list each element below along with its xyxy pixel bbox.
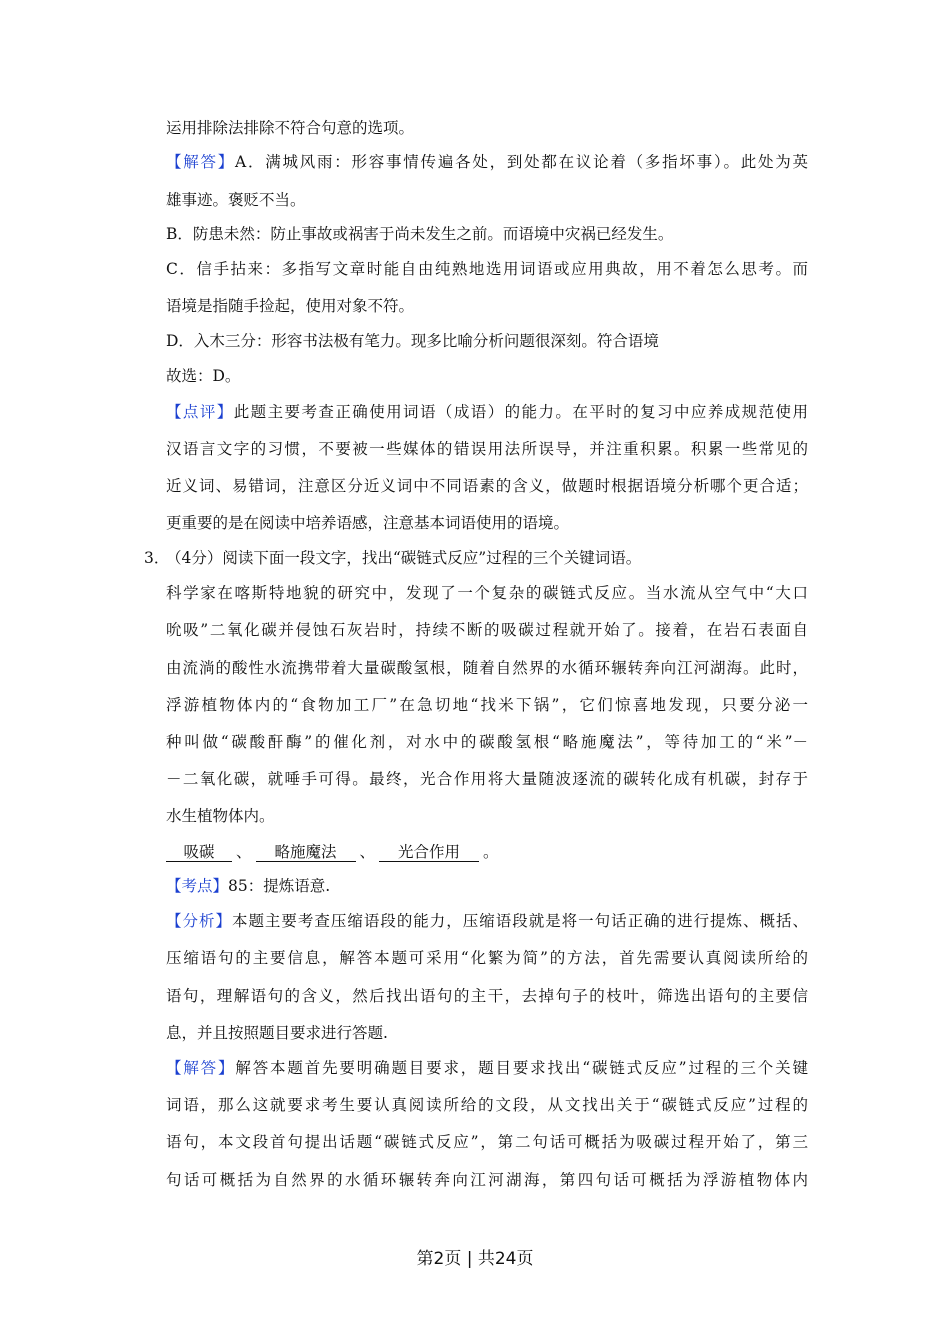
- line-text: －二氧化碳，就唾手可得。最终，光合作用将大量随波逐流的碳转化成有机碳，封存于: [166, 770, 808, 788]
- text-line: [144, 548, 642, 568]
- line-text: B．防患未然：防止事故或祸害于尚未发生之前。而语境中灾祸已经发生。: [166, 225, 674, 243]
- section-label: 【分析】: [166, 912, 232, 930]
- text-line: [166, 1132, 808, 1152]
- line-text: 句话可概括为自然界的水循环辗转奔向江河湖海，第四句话可概括为浮游植物体内: [166, 1171, 808, 1189]
- text-line: [166, 513, 569, 533]
- text-line: [166, 190, 306, 210]
- section-label: 【解答】: [166, 153, 236, 171]
- end-mark: 。: [483, 843, 499, 861]
- line-text: 解答本题首先要明确题目要求，题目要求找出“碳链式反应”过程的三个关键: [235, 1059, 808, 1077]
- text-line: [166, 331, 659, 351]
- line-text: 语句，本文段首句提出话题“碳链式反应”，第二句话可概括为吸碳过程开始了，第三: [166, 1133, 808, 1151]
- line-text: 汉语言文字的习惯，不要被一些媒体的错误用法所误导，并注重积累。积累一些常见的: [166, 440, 808, 458]
- text-line: [166, 152, 808, 172]
- text-line: [166, 658, 808, 678]
- text-line: [166, 911, 808, 931]
- text-line: [166, 1170, 808, 1190]
- text-line: [166, 620, 808, 640]
- line-text: 息，并且按照题目要求进行答题.: [166, 1024, 388, 1042]
- line-text: 科学家在喀斯特地貌的研究中，发现了一个复杂的碳链式反应。当水流从空气中“大口: [166, 584, 808, 602]
- line-text: 运用排除法排除不符合句意的选项。: [166, 119, 415, 137]
- line-text: A．满城风雨：形容事情传遍各处，到处都在议论着（多指坏事）。此处为英: [235, 153, 808, 171]
- text-line: [166, 842, 503, 862]
- text-line: [166, 1095, 808, 1115]
- text-line: [166, 439, 808, 459]
- text-line: [166, 224, 673, 244]
- section-label: 【点评】: [166, 403, 234, 421]
- text-line: [166, 769, 808, 789]
- line-text: 近义词、易错词，注意区分近义词中不同语素的含义，做题时根据语境分析哪个更合适；: [166, 477, 808, 495]
- line-text: （4分）阅读下面一段文字，找出“碳链式反应”过程的三个关键词语。: [166, 549, 642, 567]
- separator: 、: [359, 843, 376, 861]
- answer-blank: 吸碳: [166, 843, 232, 862]
- text-line: [166, 1023, 388, 1043]
- line-text: 85：提炼语意.: [228, 877, 331, 895]
- line-text: 水生植物体内。: [166, 807, 275, 825]
- line-text: 压缩语句的主要信息，解答本题可采用“化繁为简”的方法，首先需要认真阅读所给的: [166, 949, 808, 967]
- text-line: [166, 986, 808, 1006]
- line-text: 浮游植物体内的“食物加工厂”在急切地“找米下锅”，它们惊喜地发现，只要分泌一: [166, 696, 808, 714]
- text-line: [166, 806, 275, 826]
- text-line: [166, 402, 808, 422]
- answer-blank: 略施魔法: [256, 843, 356, 862]
- line-text: 吮吸”二氧化碳并侵蚀石灰岩时，持续不断的吸碳过程就开始了。接着，在岩石表面自: [166, 621, 808, 639]
- text-line: [166, 476, 808, 496]
- question-number: 3．: [144, 549, 170, 567]
- page-footer: 第2页 | 共24页: [416, 1249, 534, 1269]
- text-line: [166, 876, 330, 896]
- text-line: [166, 296, 414, 316]
- line-text: 更重要的是在阅读中培养语感，注意基本词语使用的语境。: [166, 514, 570, 532]
- line-text: D．入木三分：形容书法极有笔力。现多比喻分析问题很深刻。符合语境: [166, 332, 659, 350]
- text-line: [166, 259, 808, 279]
- line-text: 此题主要考查正确使用词语（成语）的能力。在平时的复习中应养成规范使用: [233, 403, 808, 421]
- text-line: [166, 118, 414, 138]
- text-line: [166, 948, 808, 968]
- text-line: [166, 366, 240, 386]
- section-label: 【考点】: [166, 877, 229, 895]
- line-text: 故选：D。: [166, 367, 241, 385]
- line-text: 本题主要考查压缩语段的能力，压缩语段就是将一句话正确的进行提炼、概括、: [231, 912, 808, 930]
- line-text: 由流淌的酸性水流携带着大量碳酸氢根，随着自然界的水循环辗转奔向江河湖海。此时，: [166, 659, 808, 677]
- text-line: [166, 695, 808, 715]
- line-text: C．信手拈来：多指写文章时能自由纯熟地选用词语或应用典故，用不着怎么思考。而: [166, 260, 808, 278]
- separator: 、: [236, 843, 252, 861]
- line-text: 语境是指随手捡起，使用对象不符。: [166, 297, 415, 315]
- line-text: 种叫做“碳酸酐酶”的催化剂，对水中的碳酸氢根“略施魔法”，等待加工的“米”－: [166, 733, 808, 751]
- line-text: 语句，理解语句的含义，然后找出语句的主干，去掉句子的枝叶，筛选出语句的主要信: [166, 987, 808, 1005]
- line-text: 词语，那么这就要求考生要认真阅读所给的文段，从文找出关于“碳链式反应”过程的: [166, 1096, 808, 1114]
- line-text: 雄事迹。褒贬不当。: [166, 191, 306, 209]
- section-label: 【解答】: [166, 1059, 236, 1077]
- text-line: [166, 732, 808, 752]
- answer-blank: 光合作用: [379, 843, 479, 862]
- text-line: [166, 583, 808, 603]
- text-line: [166, 1058, 808, 1078]
